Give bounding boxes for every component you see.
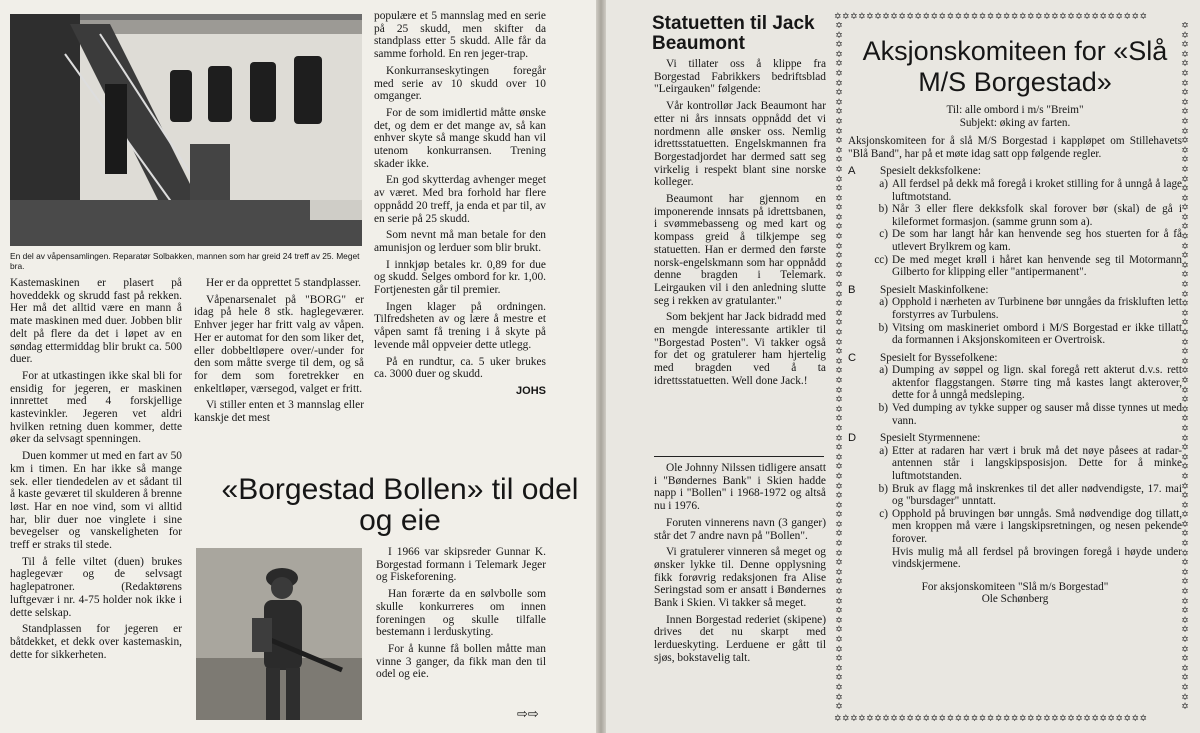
paragraph: En god skytterdag avhenger meget av været. Med bra forhold har flere oppnådd 20 treff, ja enda et par til, av en serie på 25 skudd. bbox=[374, 174, 546, 225]
item-text: Vitsing om maskineriet ombord i M/S Borgestad er ikke tillatt da formannen i Aksjonskomiteen er Overtroisk. bbox=[892, 321, 1182, 347]
article-column-2 bbox=[194, 277, 364, 429]
rule-section bbox=[848, 165, 1182, 178]
item-label: c) bbox=[879, 228, 888, 241]
section-divider bbox=[654, 456, 824, 457]
rule-section bbox=[848, 352, 1182, 365]
statuetten-article bbox=[654, 58, 826, 392]
section-letter: B bbox=[848, 283, 856, 296]
item-text: Opphold i nærheten av Turbinene bør unngåes da friskluften lett forstyrres av Turbulens. bbox=[892, 296, 1182, 321]
rule-item bbox=[866, 228, 1182, 253]
rule-item bbox=[866, 483, 1182, 508]
bollen-continuation bbox=[654, 462, 826, 669]
rule-item bbox=[866, 296, 1182, 321]
rule-item bbox=[866, 402, 1182, 427]
paragraph: Han forærte da en sølvbolle som skulle konkurreres om innen foreningen og skulle tilfalle bestemann i lerduskyting. bbox=[376, 588, 546, 639]
rule-item bbox=[866, 178, 1182, 203]
paragraph: populære et 5 mannslag med en serie på 25 skudd, men skifter da standplass etter 5 skudd. Alle får da samme forhold. En ren jeger-trap. bbox=[374, 10, 546, 61]
item-label: cc) bbox=[874, 253, 888, 266]
item-label: b) bbox=[878, 402, 888, 415]
item-label: c) bbox=[879, 507, 888, 520]
paragraph: Foruten vinnerens navn (3 ganger) står det 7 andre navn på "Bollen". bbox=[654, 516, 826, 542]
paragraph: Ole Johnny Nilssen tidligere ansatt i "Bøndernes Bank" i Skien hadde napp i "Bollen" i 1968-1972 og altså nu i 1976. bbox=[654, 462, 826, 513]
rule-item bbox=[866, 203, 1182, 228]
paragraph: Beaumont har gjennom en imponerende innsats på idrettsbanen, i svømmebasseng og med kart og kompass greid å tilkjempe seg statuetten. Han er dermed den første norsk-engelskmann som har oppnådd denne bragden i Telemark. Leirgauken vil i den anledning slutte seg i rekken av gratulanter." bbox=[654, 193, 826, 307]
closing-line: For aksjonskomiteen "Slå m/s Borgestad" bbox=[921, 580, 1109, 593]
section-heading: Spesielt dekksfolkene: bbox=[880, 165, 981, 178]
paragraph: Som nevnt må man betale for den amunisjon og lerduer som blir brukt. bbox=[374, 229, 546, 254]
author-signature: JOHS bbox=[516, 384, 546, 397]
item-label: a) bbox=[879, 444, 888, 457]
item-text: Opphold på bruvingen bør unngås. Små nødvendige dog tillatt, men kroppen må være i langskipsretningen, og nesen pekende forover. bbox=[892, 507, 1182, 545]
weapon-collection-photo bbox=[10, 14, 362, 246]
rule-item bbox=[866, 322, 1182, 347]
star-border-right: ✡ ✡ ✡ ✡ ✡ ✡ ✡ ✡ ✡ ✡ ✡ ✡ ✡ ✡ ✡ ✡ ✡ ✡ ✡ ✡ ✡ ✡ ✡ ✡ ✡ ✡ ✡ ✡ ✡ ✡ ✡ ✡ ✡ ✡ ✡ ✡ ✡ ✡ ✡ ✡ ✡ ✡ ✡ ✡ ✡ ✡ ✡ ✡ ✡ ✡ ✡ ✡ ✡ ✡ ✡ ✡ ✡ ✡ ✡ ✡ ✡ ✡ ✡ ✡ ✡ ✡ ✡ ✡ ✡ ✡ ✡ ✡ bbox=[1181, 22, 1189, 713]
closing-signature: Ole Schønberg bbox=[981, 593, 1049, 606]
star-border-left: ✡ ✡ ✡ ✡ ✡ ✡ ✡ ✡ ✡ ✡ ✡ ✡ ✡ ✡ ✡ ✡ ✡ ✡ ✡ ✡ ✡ ✡ ✡ ✡ ✡ ✡ ✡ ✡ ✡ ✡ ✡ ✡ ✡ ✡ ✡ ✡ ✡ ✡ ✡ ✡ ✡ ✡ ✡ ✡ ✡ ✡ ✡ ✡ ✡ ✡ ✡ ✡ ✡ ✡ ✡ ✡ ✡ ✡ ✡ ✡ ✡ ✡ ✡ ✡ ✡ ✡ ✡ ✡ ✡ ✡ ✡ ✡ bbox=[835, 22, 843, 713]
aksjon-headline: Aksjonskomiteen for «Slå M/S Borgestad» bbox=[862, 36, 1168, 97]
item-text: De som har langt hår kan henvende seg hos stuerten for å få utlevert Brylkrem og kam. bbox=[892, 228, 1182, 253]
paragraph: Konkurranseskytingen foregår med serie av 10 skudd over 10 omganger. bbox=[374, 64, 546, 103]
section-heading: Spesielt Styrmennene: bbox=[880, 432, 981, 445]
paragraph: Vi tillater oss å klippe fra Borgestad Fabrikkers bedriftsblad "Leirgauken" følgende: bbox=[654, 58, 826, 96]
item-label: b) bbox=[878, 482, 888, 495]
page-gutter bbox=[596, 0, 606, 733]
statuetten-headline: Statuetten til Jack Beaumont bbox=[652, 13, 815, 54]
star-border-bottom: ✡✡✡✡✡✡✡✡✡✡✡✡✡✡✡✡✡✡✡✡✡✡✡✡✡✡✡✡✡✡✡✡✡✡✡✡✡✡✡ bbox=[834, 714, 1148, 724]
paragraph: For de som imidlertid måtte ønske det, og dem er det mange av, så kan enhver skyte så mange skudd han vil utenom konkurransen. Trening skader ikke. bbox=[374, 106, 546, 170]
item-label: a) bbox=[879, 296, 888, 309]
paragraph: Til å felle viltet (duen) brukes haglegevær og de selvsagt haglepatroner. (Redaktørens luftgevær i nr. 4-75 holder nok ikke i dette selskap. bbox=[10, 555, 182, 619]
item-label: b) bbox=[878, 321, 888, 334]
memo-subject: Subjekt: øking av farten. bbox=[959, 116, 1071, 129]
continue-arrows-icon: ⇨⇨ bbox=[517, 707, 539, 722]
paragraph: På en rundtur, ca. 5 uker brukes ca. 3000 duer og skudd. bbox=[374, 355, 546, 381]
article-column-1 bbox=[10, 277, 182, 665]
item-text: De med meget krøll i håret kan henvende seg til Motormann Gilberto for klipping eller "antipermanent". bbox=[892, 253, 1182, 279]
hunter-image bbox=[196, 548, 362, 720]
ship-deck-image bbox=[10, 14, 362, 246]
rule-section bbox=[848, 432, 1182, 445]
paragraph: Her er da opprettet 5 standplasser. bbox=[206, 277, 361, 289]
aksjon-rules bbox=[848, 104, 1182, 606]
paragraph: I 1966 var skipsreder Gunnar K. Borgestad formann i Telemark Jeger og Fiskeforening. bbox=[376, 546, 546, 584]
rule-item bbox=[866, 445, 1182, 483]
section-letter: C bbox=[848, 351, 857, 364]
rule-item bbox=[866, 254, 1182, 279]
paragraph: Duen kommer ut med en fart av 50 km i timen. En har ikke så mange sek. eller tiendedelen av et sådant til å kaste geværet til skulderen å brenne løst. Har en noe vind, som vi alltid har, blir duer noe vinglete i sine bevegelser og vanskeligheten for treff er straks til stede. bbox=[10, 450, 182, 552]
paragraph: Vi stiller enten et 3 mannslag eller kanskje det mest bbox=[194, 399, 364, 425]
memo-intro: Aksjonskomiteen for å slå M/S Borgestad i kappløpet om Stillehavets "Blå Band", har på et møte idag satt opp følgende regler. bbox=[848, 135, 1182, 160]
item-text: Når 3 eller flere dekksfolk skal forover bør (skal) de gå i kileformet formasjon. (samme grunn som a). bbox=[892, 203, 1182, 228]
bollen-article bbox=[376, 546, 546, 685]
article-column-3 bbox=[374, 10, 546, 398]
paragraph: Vi gratulerer vinneren så meget og ønsker lykke til. Denne opplysning fikk forøvrig redaksjonen fra Alise Seringstad som er ansatt i Bøndernes Bank i Skien. Vi takker så meget. bbox=[654, 546, 826, 610]
left-page bbox=[0, 0, 598, 733]
rule-item bbox=[866, 508, 1182, 546]
section-heading: Spesielt for Byssefolkene: bbox=[880, 351, 998, 364]
item-text: Ved dumping av tykke supper og sauser må disse tynnes ut med vann. bbox=[892, 402, 1182, 427]
paragraph: I innkjøp betales kr. 0,89 for due og skudd. Selges ombord for kr. 1,00. Fortjenesten går til premier. bbox=[374, 258, 546, 297]
section-heading: Spesielt Maskinfolkene: bbox=[880, 283, 989, 296]
paragraph: Standplassen for jegeren er båtdekket, et dekk over kastemaskin, dette for sikkerheten. bbox=[10, 623, 182, 661]
paragraph: Ingen klager på ordningen. Tilfredsheten av og lære å mestre et våpen samt få trening i å skyte på levende mål oppveier dette utlegg. bbox=[374, 300, 546, 351]
section-letter: D bbox=[848, 432, 857, 445]
star-border-top: ✡✡✡✡✡✡✡✡✡✡✡✡✡✡✡✡✡✡✡✡✡✡✡✡✡✡✡✡✡✡✡✡✡✡✡✡✡✡✡ bbox=[834, 12, 1148, 22]
memo-to: Til: alle ombord i m/s "Breim" bbox=[946, 104, 1084, 116]
item-text: Dumping av søppel og lign. skal foregå rett akterut d.v.s. rett aktenfor flaggstangen. Større ting må kastes langt akterover, dette for å unngå medsleping. bbox=[892, 364, 1182, 402]
item-label: a) bbox=[879, 177, 888, 190]
paragraph: Kastemaskinen er plasert på hoveddekk og skrudd fast på rekken. Her må det alltid være en mann å mate maskinen med duer. Jobben blir delt på flere da det i løpet av en søndag ettermiddag blir brukt ca. 500 duer. bbox=[10, 277, 182, 366]
paragraph: For å kunne få bollen måtte man vinne 3 ganger, da fikk man den til odel og eie. bbox=[376, 642, 546, 681]
paragraph: Innen Borgestad rederiet (skipene) drives det nu skarpt med lerdueskyting. Lerduene er gått til sjøs, bokstavelig talt. bbox=[654, 613, 826, 664]
rule-section bbox=[848, 284, 1182, 297]
hunter-photo bbox=[196, 548, 362, 720]
section-letter: A bbox=[848, 165, 856, 178]
item-text: Etter at radaren har vært i bruk må det nøye påsees at radar-antennen står i langskipsposisjon. Dette for å minke luftmotstanden. bbox=[892, 444, 1182, 483]
item-label: b) bbox=[878, 203, 888, 216]
item-text: All ferdsel på dekk må foregå i kroket stilling for å unngå å lage luftmotstand. bbox=[892, 177, 1182, 203]
item-text: Bruk av flagg må inskrenkes til det aller nødvendigste, 17. mai og "bursdager" unntatt. bbox=[892, 482, 1182, 508]
item-label: a) bbox=[879, 364, 888, 377]
paragraph: Våpenarsenalet på "BORG" er idag på hele 8 stk. haglegeværer. Enhver jeger har fritt valg av våpen. Her er automat for den som liker det, eller dobbeltløpere over/-under for den som måtte sverge til dem, og så for dem som foretrekker en enkeltløper, værsegod, valget er fritt. bbox=[194, 293, 364, 395]
bollen-headline: «Borgestad Bollen» til odel og eie bbox=[221, 473, 579, 537]
paragraph: Som bekjent har Jack bidradd med en mengde interessante artikler til "Borgestad Posten". Vi takker også for det og gratulerer ham hjertelig med bragden ved å ta idrettsstatuetten. Well done Jack.! bbox=[654, 311, 826, 387]
rule-item bbox=[866, 364, 1182, 402]
paragraph: For at utkastingen ikke skal bli for ensidig for jegeren, er maskinen innrettet med 4 forskjellige kastevinkler. Jegeren vet aldri hvilken retning duen kommer, dette øker da selvsagt spenningen. bbox=[10, 369, 182, 446]
paragraph: Vår kontrollør Jack Beaumont har etter ni års innsats oppnådd det vi nordmenn alle ønsker oss. Nemlig idrettsstatuetten. Engelskmannen fra Borgestadjordet har dermed satt seg virkelig i respekt blant sine norske kolleger. bbox=[654, 100, 826, 189]
photo-caption: En del av våpensamlingen. Reparatør Solbakken, mannen som har greid 24 treff av 25. Meget bra. bbox=[10, 251, 360, 271]
rule-extra: Hvis mulig må all ferdsel på brovingen foregå i høyde under vindskjermene. bbox=[892, 545, 1182, 571]
